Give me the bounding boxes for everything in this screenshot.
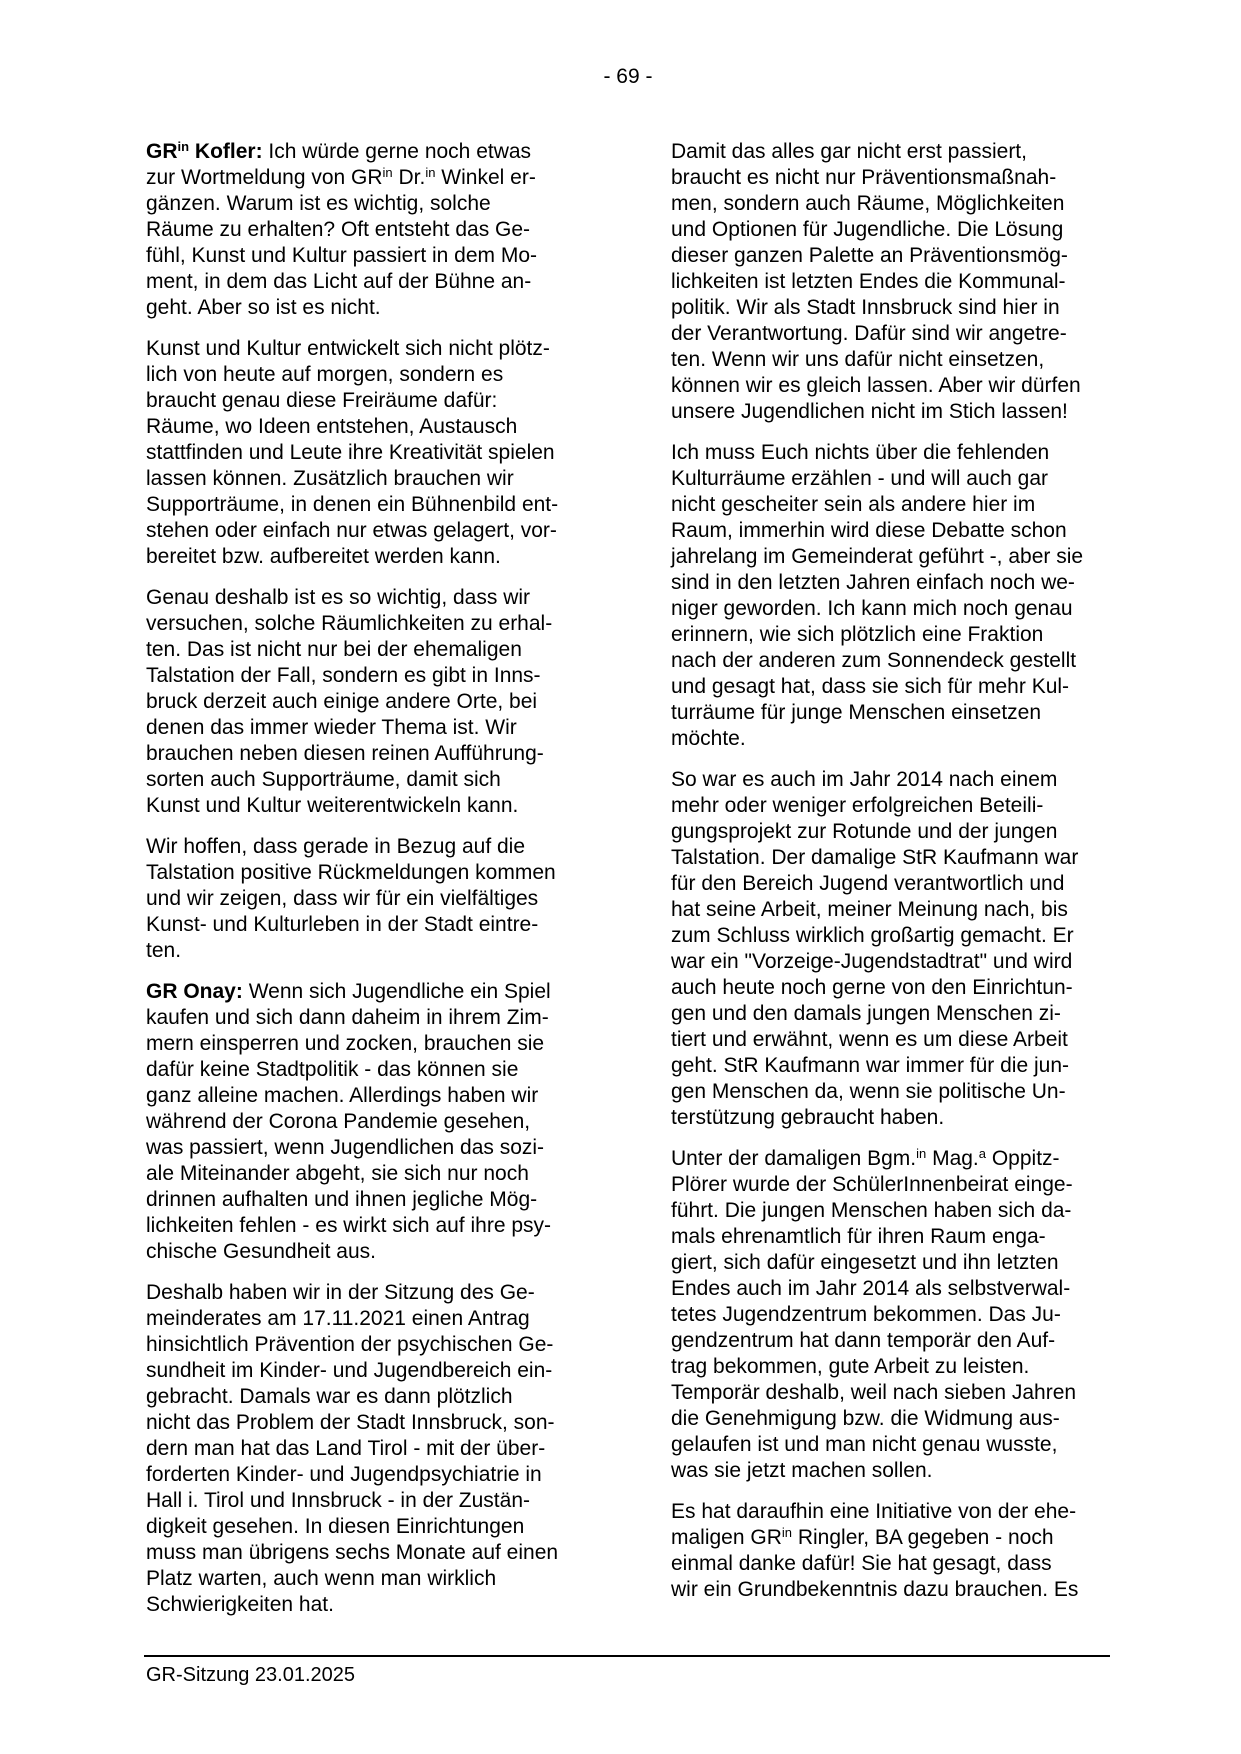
text-line: denen das immer wieder Thema ist. Wir (146, 716, 517, 739)
text-line: meinderates am 17.11.2021 einen Antrag (146, 1307, 530, 1330)
text-line: maligen $GR^{in}$ Ringler, BA gegeben - noch (671, 1525, 1054, 1549)
superscript: in (177, 139, 190, 154)
text-column-left (146, 139, 606, 1633)
text-line: gen Menschen da, wenn sie politische Un- (671, 1080, 1066, 1103)
text-line: bereitet bzw. aufbereitet werden kann. (146, 545, 501, 568)
superscript: in (781, 1525, 793, 1540)
text-line: mehr oder weniger erfolgreichen Beteili- (671, 794, 1044, 817)
text-line: zur Wortmeldung von $GR^{in}$ Dr.$^{in}$ Winkel er- (146, 165, 536, 189)
text-line: Kunst und Kultur entwickelt sich nicht plötz- (146, 337, 550, 360)
text-line: stehen oder einfach nur etwas gelagert, vor- (146, 519, 557, 542)
text-line: Ich muss Euch nichts über die fehlenden (671, 441, 1050, 464)
text-line: Räume, wo Ideen entstehen, Austausch (146, 415, 518, 438)
text-line: niger geworden. Ich kann mich noch genau (671, 597, 1073, 620)
text-line: bruck derzeit auch einige andere Orte, bei (146, 690, 538, 713)
text-line: und Optionen für Jugendliche. Die Lösung (671, 218, 1064, 241)
text-line: gungsprojekt zur Rotunde und der jungen (671, 820, 1058, 843)
text-line: Damit das alles gar nicht erst passiert, (671, 140, 1027, 163)
text-line: GR Onay: Wenn sich Jugendliche ein Spiel (146, 980, 551, 1003)
text-line: Supporträume, in denen ein Bühnenbild ent- (146, 493, 559, 516)
text-line: gendzentrum hat dann temporär den Auf- (671, 1329, 1056, 1352)
text-line: giert, sich dafür eingesetzt und ihn letzten (671, 1251, 1059, 1274)
text-line: auch heute noch gerne von den Einrichtun- (671, 976, 1073, 999)
text-line: war ein "Vorzeige-Jugendstadtrat" und wird (671, 950, 1073, 973)
text-line: jahrelang im Gemeinderat geführt -, aber sie (671, 545, 1084, 568)
text-line: brauchen neben diesen reinen Aufführung- (146, 742, 544, 765)
text-line: der Verantwortung. Dafür sind wir angetre- (671, 322, 1067, 345)
text-line: Talstation. Der damalige StR Kaufmann war (671, 846, 1079, 869)
text-line: die Genehmigung bzw. die Widmung aus- (671, 1407, 1060, 1430)
text-line: was sie jetzt machen sollen. (671, 1459, 933, 1482)
paragraph (146, 336, 606, 570)
text-line: hat seine Arbeit, meiner Meinung nach, bis (671, 898, 1068, 921)
text-line: Talstation positive Rückmeldungen kommen (146, 861, 556, 884)
text-line: sundheit im Kinder- und Jugendbereich ein- (146, 1359, 553, 1382)
text-line: drinnen aufhalten und ihnen jegliche Mög- (146, 1188, 538, 1211)
text-line: $GR^{in}$ Kofler: Ich würde gerne noch etwas (146, 139, 532, 163)
text-line: braucht es nicht nur Präventionsmaßnah- (671, 166, 1057, 189)
text-line: braucht genau diese Freiräume dafür: (146, 389, 498, 412)
text-line: tiert und erwähnt, wenn es um diese Arbeit (671, 1028, 1068, 1051)
text-line: men, sondern auch Räume, Möglichkeiten (671, 192, 1065, 215)
text-line: lassen können. Zusätzlich brauchen wir (146, 467, 514, 490)
text-line: Hall i. Tirol und Innsbruck - in der Zustän- (146, 1489, 530, 1512)
paragraph (146, 834, 606, 964)
text-line: für den Bereich Jugend verantwortlich und (671, 872, 1065, 895)
text-line: Kunst- und Kulturleben in der Stadt eintre- (146, 913, 539, 936)
text-line: nach der anderen zum Sonnendeck gestellt (671, 649, 1077, 672)
text-line: und gesagt hat, dass sie sich für mehr Kul- (671, 675, 1070, 698)
text-line: gänzen. Warum ist es wichtig, solche (146, 192, 491, 215)
text-line: tetes Jugendzentrum bekommen. Das Ju- (671, 1303, 1061, 1326)
superscript: in (382, 165, 393, 180)
text-line: mern einsperren und zocken, brauchen sie (146, 1032, 545, 1055)
superscript: in (916, 1146, 927, 1161)
text-line: stattfinden und Leute ihre Kreativität spielen (146, 441, 555, 464)
text-line: geht. Aber so ist es nicht. (146, 296, 381, 319)
text-line: ganz alleine machen. Allerdings haben wir (146, 1084, 539, 1107)
text-line: lichkeiten ist letzten Endes die Kommunal- (671, 270, 1066, 293)
text-line: dafür keine Stadtpolitik - das können sie (146, 1058, 519, 1081)
text-line: erinnern, wie sich plötzlich eine Fraktion (671, 623, 1044, 646)
text-line: Es hat daraufhin eine Initiative von der ehe- (671, 1500, 1077, 1523)
text-line: Talstation der Fall, sondern es gibt in Inns- (146, 664, 541, 687)
superscript: a (978, 1146, 987, 1161)
text-line: versuchen, solche Räumlichkeiten zu erhal- (146, 612, 553, 635)
speaker-name: GR Onay: (146, 980, 243, 1003)
text-line: möchte. (671, 727, 746, 750)
text-line: Genau deshalb ist es so wichtig, dass wir (146, 586, 531, 609)
text-line: fühl, Kunst und Kultur passiert in dem Mo- (146, 244, 538, 267)
text-line: gen und den damals jungen Menschen zi- (671, 1002, 1061, 1025)
text-line: ale Miteinander abgeht, sie sich nur noch (146, 1162, 529, 1185)
text-line: Schwierigkeiten hat. (146, 1593, 334, 1616)
paragraph (671, 767, 1131, 1131)
text-line: turräume für junge Menschen einsetzen (671, 701, 1042, 724)
text-line: wir ein Grundbekenntnis dazu brauchen. Es (671, 1578, 1079, 1601)
footer-session-label: GR-Sitzung 23.01.2025 (146, 1664, 356, 1686)
text-line: Wir hoffen, dass gerade in Bezug auf die (146, 835, 526, 858)
text-line: forderten Kinder- und Jugendpsychiatrie in (146, 1463, 542, 1486)
text-line: was passiert, wenn Jugendlichen das sozi- (146, 1136, 545, 1159)
text-line: digkeit gesehen. In diesen Einrichtungen (146, 1515, 525, 1538)
text-line: unsere Jugendlichen nicht im Stich lassen! (671, 400, 1068, 423)
text-line: dieser ganzen Palette an Präventionsmög- (671, 244, 1068, 267)
text-line: Temporär deshalb, weil nach sieben Jahren (671, 1381, 1077, 1404)
paragraph (671, 440, 1131, 752)
text-line: gebracht. Damals war es dann plötzlich (146, 1385, 513, 1408)
paragraph (146, 1280, 606, 1618)
text-line: terstützung gebraucht haben. (671, 1106, 945, 1129)
paragraph (146, 585, 606, 819)
text-line: chische Gesundheit aus. (146, 1240, 376, 1263)
text-line: lich von heute auf morgen, sondern es (146, 363, 504, 386)
text-line: nicht das Problem der Stadt Innsbruck, son- (146, 1411, 555, 1434)
paragraph (671, 139, 1131, 425)
paragraph (146, 139, 606, 321)
text-line: Unter der damaligen Bgm.$^{in}$ Mag.$^a$ Oppitz- (671, 1146, 1060, 1170)
text-line: muss man übrigens sechs Monate auf einen (146, 1541, 559, 1564)
text-line: Plörer wurde der SchülerInnenbeirat einge- (671, 1173, 1073, 1196)
text-column-right (671, 139, 1131, 1618)
text-line: können wir es gleich lassen. Aber wir dürfen (671, 374, 1081, 397)
text-line: dern man hat das Land Tirol - mit der über- (146, 1437, 546, 1460)
text-line: sind in den letzten Jahren einfach noch we- (671, 571, 1075, 594)
text-line: während der Corona Pandemie gesehen, (146, 1110, 531, 1133)
text-line: gelaufen ist und man nicht genau wusste, (671, 1433, 1058, 1456)
paragraph (146, 979, 606, 1265)
text-line: führt. Die jungen Menschen haben sich da- (671, 1199, 1072, 1222)
text-line: ten. Wenn wir uns dafür nicht einsetzen, (671, 348, 1045, 371)
text-line: einmal danke dafür! Sie hat gesagt, dass (671, 1552, 1052, 1575)
text-line: Platz warten, auch wenn man wirklich (146, 1567, 497, 1590)
text-line: Endes auch im Jahr 2014 als selbstverwal- (671, 1277, 1071, 1300)
text-line: trag bekommen, gute Arbeit zu leisten. (671, 1355, 1030, 1378)
text-line: und wir zeigen, dass wir für ein vielfältiges (146, 887, 539, 910)
text-line: ten. Das ist nicht nur bei der ehemaligen (146, 638, 522, 661)
text-line: Raum, immerhin wird diese Debatte schon (671, 519, 1067, 542)
text-line: geht. StR Kaufmann war immer für die jun- (671, 1054, 1069, 1077)
text-line: ten. (146, 939, 182, 962)
speaker-name: $GR^{in}$ Kofler: (146, 139, 263, 163)
text-line: ment, in dem das Licht auf der Bühne an- (146, 270, 532, 293)
text-line: mals ehrenamtlich für ihren Raum enga- (671, 1225, 1046, 1248)
text-line: Kulturräume erzählen - und will auch gar (671, 467, 1049, 490)
text-line: zum Schluss wirklich großartig gemacht. Er (671, 924, 1074, 947)
text-line: sorten auch Supporträume, damit sich (146, 768, 501, 791)
text-line: lichkeiten fehlen - es wirkt sich auf ihre psy- (146, 1214, 551, 1237)
text-line: kaufen und sich dann daheim in ihrem Zim- (146, 1006, 549, 1029)
text-line: politik. Wir als Stadt Innsbruck sind hier in (671, 296, 1060, 319)
superscript: in (425, 165, 436, 180)
paragraph (671, 1146, 1131, 1484)
text-line: Räume zu erhalten? Oft entsteht das Ge- (146, 218, 531, 241)
text-line: Kunst und Kultur weiterentwickeln kann. (146, 794, 519, 817)
text-line: Deshalb haben wir in der Sitzung des Ge- (146, 1281, 535, 1304)
paragraph (671, 1499, 1131, 1603)
text-line: hinsichtlich Prävention der psychischen Ge- (146, 1333, 554, 1356)
text-line: nicht gescheiter sein als andere hier im (671, 493, 1036, 516)
page-number: - 69 - (603, 65, 653, 88)
footer-divider (144, 1655, 1110, 1657)
text-line: So war es auch im Jahr 2014 nach einem (671, 768, 1058, 791)
